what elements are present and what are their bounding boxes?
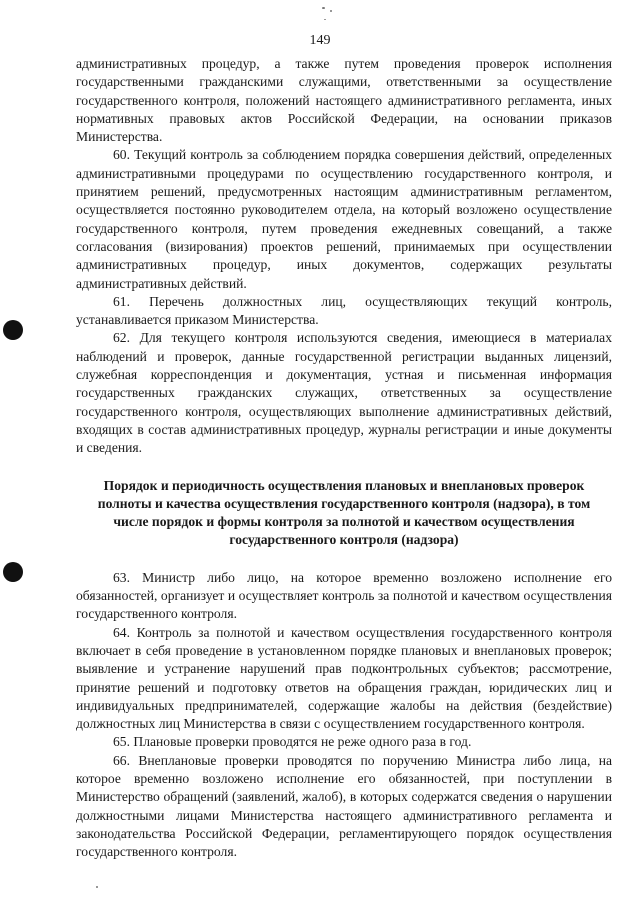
punch-hole — [3, 320, 23, 340]
page-number: 149 — [309, 33, 331, 48]
scan-speck — [322, 7, 325, 9]
scan-speck — [330, 10, 332, 12]
paragraph-65: 65. Плановые проверки проводятся не реже одного раза в год. — [113, 734, 472, 750]
paragraph-continuation: административных процедур, а также путем проведения проверок исполнения государственными гражданскими служащими, ответственными за осуществление государственного контроля, положений настоящего административного регламента, иных нормативных правовых актов Российской Федерации, на основании приказов Министерства. — [76, 56, 612, 145]
scan-speck — [324, 19, 326, 20]
paragraph-60: 60. Текущий контроль за соблюдением порядка совершения действий, определенных административными процедурами по осуществлению государственного контроля, и принятием решений, предусмотренных настоящим административным регламентом, осуществляется постоянно руководителем отдела, на который возложено осуществление государственного контроля, путем проведения ежедневных совещаний, а также согласования (визирования) проектов решений, принимаемых при осуществлении административных процедур, иных документов, содержащих результаты административных действий. — [76, 147, 612, 291]
paragraph-63: 63. Министр либо лицо, на которое временно возложено исполнение его обязанностей, организует и осуществляет контроль за полнотой и качеством осуществления государственного контроля. — [76, 569, 612, 622]
paragraph-62: 62. Для текущего контроля используются сведения, имеющиеся в материалах наблюдений и проверок, данные государственной регистрации выданных лицензий, служебная корреспонденция и документация, устная и письменная информация государственных гражданских служащих, ответственных за осуществление государственного контроля, осуществляющих выполнение административных действий, входящих в состав административных процедур, журналы регистрации и иные документы и сведения. — [76, 330, 612, 456]
section-heading: Порядок и периодичность осуществления плановых и внеплановых проверок полноты и качества осуществления государственного контроля (надзора), в том числе порядок и формы контроля за полнотой и качеством осуществления государственного контроля (надзора) — [97, 477, 591, 548]
document-body — [76, 55, 612, 861]
scan-speck — [96, 886, 98, 888]
paragraph-66: 66. Внеплановые проверки проводятся по поручению Министра либо лица, на которое временно возложено исполнение его обязанностей, при поступлении в Министерство обращений (заявлений, жалоб), в которых содержатся сведения о нарушении должностными лицами Министерства настоящего административного регламента и законодательства Российской Федерации, регламентирующего порядок осуществления государственного контроля. — [76, 752, 612, 860]
paragraph-64: 64. Контроль за полнотой и качеством осуществления государственного контроля включает в себя проведение в установленном порядке плановых и внеплановых проверок; выявление и устранение нарушений прав подконтрольных субъектов; рассмотрение, принятие решений и подготовку ответов на обращения граждан, юридических лиц и индивидуальных предпринимателей, содержащие жалобы на действия (бездействие) должностных лиц Министерства в связи с осуществлением государственного контроля. — [76, 624, 612, 732]
paragraph-61: 61. Перечень должностных лиц, осуществляющих текущий контроль, устанавливается приказом Министерства. — [76, 293, 612, 328]
punch-hole — [3, 562, 23, 582]
